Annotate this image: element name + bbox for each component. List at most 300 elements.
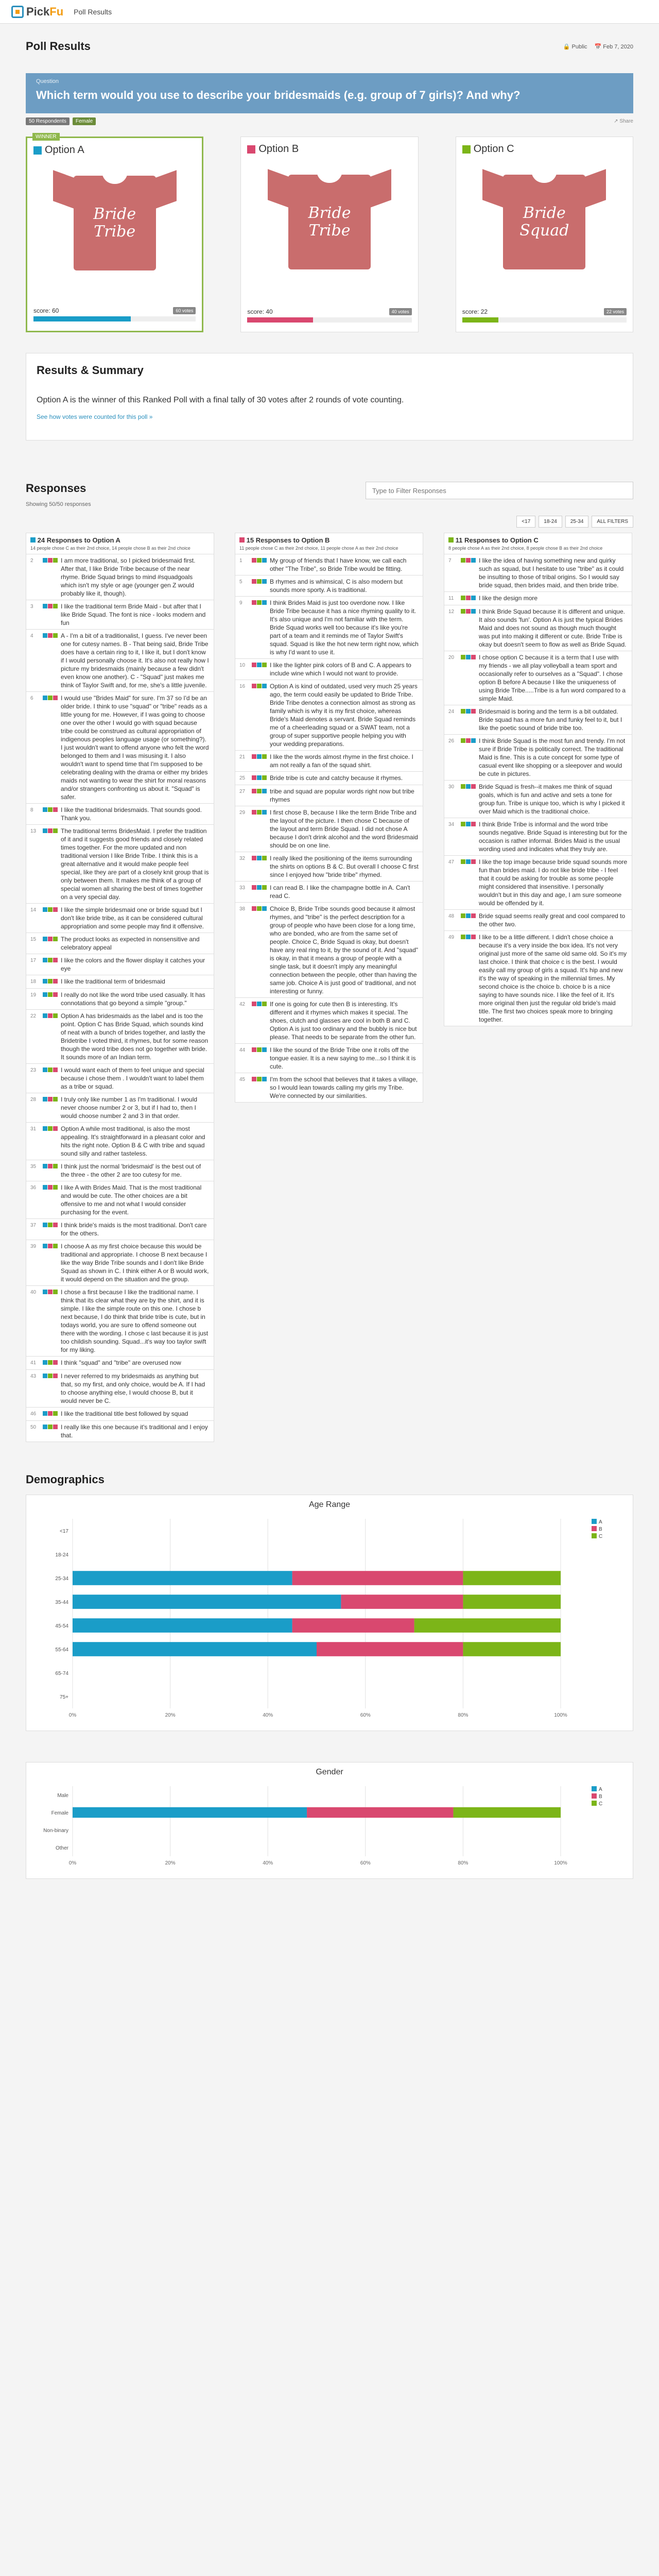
response-text: I chose a first because I like the traditional name. I think that its clear what they are by the shirt, and it is simple. I like the simple route on this one. I chose b next because, I do think that bride tribe is cute, but in todays world, you are sure to offend someone out there with the wording. I chose c last because it is just too childish sounding. Squad...it's way too taylor swift for my liking. [61, 1289, 209, 1353]
rank-dot [48, 1290, 53, 1294]
response-text: Choice B, Bride Tribe sounds good because it almost rhymes, and "tribe" is the perfect description for a group of people who have been close for a long time, who are bonded, who are from the same set of people. Choice C, Bride Squad is okay, but doesn't have any real ring to it, by the sound of it. And "squad" is okay, in that it means a group of people with a single task, but it doesn't imply any meaningful connection between the people, other than having the same job. Choice A is just good ol' traditional, and not interesting or funny. [270, 905, 419, 995]
rank-dot [461, 709, 465, 714]
female-tag: Female [73, 117, 96, 125]
bar-segment-c[interactable] [453, 1807, 561, 1818]
rank-dot [53, 1411, 58, 1416]
rank-dot [43, 958, 47, 962]
x-tick-label: 20% [165, 1713, 176, 1718]
response-item [26, 692, 214, 804]
rank-dot [48, 604, 53, 608]
response-number: 32 [239, 856, 246, 861]
response-number: 21 [239, 754, 246, 760]
response-item [26, 1160, 214, 1181]
nav-title[interactable]: Poll Results [74, 7, 112, 16]
visibility-label: 🔒 Public [563, 43, 587, 50]
response-item [235, 1073, 423, 1103]
response-text: B rhymes and is whimsical, C is also modern but sounds more sporty. A is traditional. [270, 578, 403, 594]
response-text: I like the simple bridesmaid one or bride squad but I don't like bride tribe, as it can be considered cultural appropriation and some people may find it offensive. [61, 906, 204, 930]
rank-dot [461, 596, 465, 600]
logo-icon [11, 6, 24, 18]
response-number: 48 [448, 913, 455, 919]
response-item [26, 1357, 214, 1370]
gender-chart-card [26, 1762, 633, 1879]
ranking-dots [461, 594, 476, 603]
rank-dot [262, 789, 267, 793]
response-item [235, 785, 423, 806]
rank-dot [471, 784, 476, 789]
shirt-print-text: Bride Tribe [93, 205, 136, 241]
column-subtitle: 11 people chose C as their 2nd choice, 11 people chose A as their 2nd choice [239, 546, 398, 551]
question-box [26, 73, 633, 113]
rank-dot [461, 859, 465, 864]
rank-dot [43, 807, 47, 812]
response-item [26, 1010, 214, 1064]
rank-dot [466, 913, 471, 918]
response-text: I think Bride Squad is the most fun and trendy. I'm not sure if Bride Tribe is politically correct. The traditional Maid is fine. This is a cute concept for some type of casual event like shopping or a sleepover and would be cute in pictures. [479, 737, 626, 777]
y-category-label: 35-44 [55, 1600, 68, 1605]
option-label: Option B [258, 143, 299, 155]
response-text: I choose A as my first choice because this would be traditional and appropriate. I choose B next because I like the way Bride Tribe sounds and I don't like Bride Squad as shown in C. I think either A or B would work, it would depend on the situation and the group. [61, 1243, 209, 1283]
option-score: score: 40 [247, 308, 273, 315]
rank-dot [43, 979, 47, 984]
legend-swatch [592, 1526, 597, 1531]
response-text: I think bride's maids is the most traditional. Don't care for the others. [61, 1222, 207, 1237]
option-card-b[interactable] [240, 137, 418, 332]
legend-label: B [599, 1527, 602, 1532]
response-item [444, 781, 632, 818]
ranking-dots [461, 820, 476, 853]
response-number: 18 [30, 979, 37, 985]
response-number: 34 [448, 822, 455, 827]
rank-dot [53, 604, 58, 608]
rank-dot [48, 992, 53, 997]
response-item [26, 554, 214, 600]
response-item [26, 904, 214, 933]
response-item [26, 1123, 214, 1160]
rank-dot [471, 596, 476, 600]
option-color-swatch [33, 146, 42, 155]
rank-dot [43, 696, 47, 700]
rank-dot [262, 579, 267, 584]
rank-dot [53, 937, 58, 941]
score-bar [247, 317, 411, 323]
response-item [26, 600, 214, 630]
ranking-dots [43, 1410, 58, 1418]
response-text: I like the idea of having something new and quirky such as squad, but I hesitate to use "tribe" as it could be insulting to those of tribal origins. So I would say bride squad, then brides maid, and then bride tribe. [479, 557, 624, 589]
rank-dot [43, 1360, 47, 1365]
rank-dot [262, 906, 267, 911]
y-category-label: 75+ [60, 1694, 68, 1700]
response-item [235, 680, 423, 751]
bar-segment-c[interactable] [463, 1642, 561, 1656]
response-item [444, 735, 632, 781]
x-tick-label: 60% [360, 1713, 371, 1718]
response-number: 23 [30, 1067, 37, 1073]
rank-dot [262, 600, 267, 605]
response-number: 40 [30, 1290, 37, 1295]
ranking-dots [252, 753, 267, 769]
rank-dot [48, 1374, 53, 1378]
rank-dot [257, 579, 262, 584]
rank-dot [43, 992, 47, 997]
response-item [235, 998, 423, 1044]
response-number: 12 [448, 609, 455, 615]
filter-chip[interactable]: <17 [516, 516, 535, 528]
ranking-dots [461, 556, 476, 589]
response-number: 39 [30, 1244, 37, 1249]
response-text: I like the sound of the Bride Tribe one it rolls off the tongue easier. It is a new saying to me...so I think it is cute. [270, 1046, 416, 1070]
responses-title: Responses [26, 482, 86, 495]
pickfu-logo[interactable] [11, 5, 63, 19]
rank-dot [262, 810, 267, 815]
response-item [235, 751, 423, 772]
rank-dot [257, 885, 262, 890]
response-number: 45 [239, 1077, 246, 1082]
rank-dot [466, 596, 471, 600]
rank-dot [257, 810, 262, 815]
rank-dot [53, 992, 58, 997]
rank-dot [53, 1126, 58, 1131]
response-item [26, 975, 214, 989]
response-item [235, 852, 423, 882]
ranking-dots [43, 935, 58, 952]
rank-dot [53, 1067, 58, 1072]
ranking-dots [252, 808, 267, 850]
response-number: 25 [239, 775, 246, 781]
column-header: 15 Responses to Option B 11 people chose C as their 2nd choice, 11 people chose A as their 2nd choice [235, 533, 423, 554]
respondents-tag: 50 Respondents [26, 117, 70, 125]
filter-chips [26, 516, 633, 528]
response-text: Bridesmaid is boring and the term is a bit outdated. Bride squad has a more fun and funky feel to it, but I like the poetic sound of bride tribe too. [479, 708, 622, 732]
bar-segment-a[interactable] [73, 1618, 292, 1633]
response-number: 20 [448, 655, 455, 660]
response-number: 19 [30, 992, 37, 998]
response-number: 37 [30, 1223, 37, 1228]
rank-dot [53, 1360, 58, 1365]
ranking-dots [43, 956, 58, 973]
response-number: 43 [30, 1374, 37, 1379]
bar-segment-b[interactable] [307, 1807, 453, 1818]
rank-dot [48, 1360, 53, 1365]
response-number: 27 [239, 789, 246, 794]
rank-dot [252, 579, 256, 584]
tshirt-image[interactable] [53, 164, 177, 270]
main-content [26, 24, 633, 1879]
rank-dot [257, 856, 262, 860]
rank-dot [257, 906, 262, 911]
response-text: I like the traditional term of bridesmaid [61, 978, 165, 985]
share-button[interactable]: ↗ Share [614, 118, 633, 124]
response-text: The product looks as expected in nonsensitive and celebratory appeal [61, 936, 200, 951]
ranking-dots [43, 602, 58, 627]
column-subtitle: 8 people chose A as their 2nd choice, 8 people chose B as their 2nd choice [448, 546, 603, 551]
bar-segment-c[interactable] [463, 1571, 561, 1585]
rank-dot [471, 709, 476, 714]
rank-dot [252, 1077, 256, 1081]
question-label: Question [36, 78, 59, 84]
rank-dot [461, 738, 465, 743]
response-number: 5 [239, 579, 242, 585]
bar-segment-a[interactable] [73, 1571, 292, 1585]
ranking-dots [43, 1242, 58, 1283]
response-text: I am more traditional, so I picked bridesmaid first. After that, I like Bride Tribe because of the near rhyme. Bride Squad brings to mind #squadgoals which isn't my style or age (younger gen Z would probably like it, though). [61, 557, 196, 597]
response-item [444, 818, 632, 856]
ranking-dots [252, 578, 267, 594]
response-number: 38 [239, 906, 246, 912]
rank-dot [466, 822, 471, 826]
rank-dot [252, 684, 256, 688]
rank-dot [43, 1185, 47, 1190]
response-text: I think just the normal 'bridesmaid' is the best out of the three - the other 2 are too cutesy for me. [61, 1163, 201, 1178]
x-tick-label: 100% [554, 1860, 567, 1866]
response-number: 1 [239, 558, 242, 564]
ranking-dots [252, 787, 267, 804]
ranking-dots [43, 991, 58, 1007]
response-item [26, 630, 214, 692]
response-text: If one is going for cute then B is interesting. It's different and it rhymes which makes it special. The shoes, clutch and glasses are cool in both B and C. Option A is just too ordinary and the bubbly is nice but please. That needs to be separate from the other fun. [270, 1001, 417, 1041]
response-item [26, 1181, 214, 1219]
legend-swatch [592, 1786, 597, 1791]
x-tick-label: 100% [554, 1713, 567, 1718]
tshirt-image[interactable] [482, 163, 606, 269]
rank-dot [53, 1244, 58, 1248]
date-label: 📅 Feb 7, 2020 [594, 43, 633, 50]
rank-dot [471, 822, 476, 826]
rank-dot [262, 558, 267, 563]
rank-dot [43, 1013, 47, 1018]
response-item [26, 1064, 214, 1093]
bar-segment-b[interactable] [341, 1595, 463, 1609]
column-color-swatch [239, 537, 245, 543]
response-number: 3 [30, 604, 33, 609]
response-text: I think Bride Squad because it is different and unique. It also sounds 'fun'. Option A is just the typical Brides Maid and does not sound as though much thought was put into making it different or cute. Bride Tribe is okay but doesn't seem to flow as well as Bride Squad. [479, 608, 627, 648]
response-text: I first chose B, because I like the term Bride Tribe and the layout of the picture. I then chose C because of the layout and term Bride Squad. I did not chose A because I don't drink alcohol and the word Bridesmaid should be on one line. [270, 809, 418, 849]
bar-segment-b[interactable] [292, 1618, 414, 1633]
rank-dot [53, 807, 58, 812]
rank-dot [48, 558, 53, 563]
response-item [26, 933, 214, 954]
rank-dot [466, 935, 471, 939]
response-number: 16 [239, 684, 246, 689]
response-text: I like the lighter pink colors of B and C. A appears to include wine which I would not want to provide. [270, 662, 411, 677]
bar-segment-c[interactable] [463, 1595, 561, 1609]
rank-dot [43, 1374, 47, 1378]
rank-dot [471, 738, 476, 743]
response-text: I really liked the positioning of the items surrounding the shirts on options B & C. But overall I choose C first since I enjoyed how "bride tribe" rhymed. [270, 855, 419, 878]
rank-dot [257, 684, 262, 688]
legend-swatch [592, 1533, 597, 1538]
response-text: Bride Squad is fresh--it makes me think of squad goals, which is fun and active and sets a tone for group fun. Tribe is unique too, which is why I picked it over Maid which is the traditional choice. [479, 783, 625, 815]
response-text: I really do not like the word tribe used casually. It has connotations that go beyond a simple "group." [61, 991, 205, 1007]
rank-dot [43, 1067, 47, 1072]
ranking-dots [461, 783, 476, 816]
rank-dot [262, 684, 267, 688]
rank-dot [43, 1425, 47, 1429]
legend-swatch [592, 1801, 597, 1806]
option-label: Option A [45, 144, 84, 156]
filter-chip[interactable]: 25-34 [565, 516, 589, 528]
x-tick-label: 60% [360, 1860, 371, 1866]
age-chart-card [26, 1495, 633, 1731]
y-category-label: Male [57, 1793, 68, 1799]
ranking-dots [43, 1012, 58, 1061]
rank-dot [48, 1126, 53, 1131]
response-item [26, 1219, 214, 1240]
response-text: I truly only like number 1 as I'm traditional. I would never choose number 2 or 3, but if I had to, then I would choose number 2 and 3 in that order. [61, 1096, 198, 1120]
rank-dot [48, 696, 53, 700]
rank-dot [53, 958, 58, 962]
rank-dot [48, 1425, 53, 1429]
response-number: 10 [239, 663, 246, 668]
response-item [444, 856, 632, 910]
response-number: 24 [448, 709, 455, 715]
ranking-dots [461, 858, 476, 907]
rank-dot [48, 1223, 53, 1227]
rank-dot [461, 655, 465, 659]
response-text: I like the colors and the flower display it catches your eye [61, 957, 205, 972]
shirt-print-text: Bride Squad [519, 204, 569, 240]
rank-dot [252, 789, 256, 793]
ranking-dots [252, 1046, 267, 1071]
tshirt-image[interactable] [268, 163, 391, 269]
rank-dot [48, 1013, 53, 1018]
response-number: 47 [448, 859, 455, 865]
rank-dot [53, 1425, 58, 1429]
response-text: Option A is kind of outdated, used very much 25 years ago, the term could easily be updated to Bride Tribe. Bride Tribe denotes a connection almost as strong as family which is why it is my first choice, whereas Bride's Maid denotes a servant. Bride Squad reminds me of a cheerleading squad or a SWAT team, not a group of super supportive people helping you with your wedding preparations. [270, 683, 418, 748]
rank-dot [43, 1244, 47, 1248]
rank-dot [48, 1097, 53, 1101]
rank-dot [53, 828, 58, 833]
bar-segment-b[interactable] [317, 1642, 463, 1656]
rank-dot [48, 1067, 53, 1072]
option-card-c[interactable] [456, 137, 633, 332]
response-number: 4 [30, 633, 33, 639]
response-number: 11 [448, 596, 454, 601]
legend-swatch [592, 1793, 597, 1799]
response-column-a [26, 533, 214, 1442]
legend-label: A [599, 1519, 602, 1525]
ranking-dots [43, 556, 58, 598]
rank-dot [466, 709, 471, 714]
rank-dot [53, 1097, 58, 1101]
score-bar-fill [247, 317, 313, 323]
filter-chip[interactable]: ALL FILTERS [592, 516, 633, 528]
shirt-print-text: Bride Tribe [308, 204, 351, 240]
ranking-dots [43, 1095, 58, 1120]
rank-dot [262, 1077, 267, 1081]
rank-dot [48, 958, 53, 962]
rank-dot [43, 1290, 47, 1294]
response-number: 33 [239, 885, 246, 891]
rank-dot [48, 1185, 53, 1190]
vote-count-link[interactable]: See how votes were counted for this poll » [37, 413, 153, 420]
rank-dot [43, 1097, 47, 1101]
response-number: 15 [30, 937, 37, 942]
rank-dot [48, 1164, 53, 1168]
response-text: I can read B. I like the champagne bottle in A. Can't read C. [270, 884, 410, 900]
rank-dot [471, 558, 476, 563]
response-item [235, 903, 423, 998]
bar-segment-a[interactable] [73, 1595, 341, 1609]
rank-dot [48, 1411, 53, 1416]
responses-count: Showing 50/50 responses [26, 501, 91, 507]
filter-input[interactable] [366, 482, 633, 499]
response-text: I like the traditional title best followed by squad [61, 1410, 188, 1417]
rank-dot [252, 558, 256, 563]
filter-chip[interactable]: 18-24 [539, 516, 562, 528]
ranking-dots [43, 827, 58, 901]
rank-dot [471, 859, 476, 864]
y-category-label: 65-74 [55, 1671, 68, 1676]
legend-swatch [592, 1519, 597, 1524]
y-category-label: Non-binary [43, 1828, 68, 1834]
response-number: 49 [448, 935, 455, 940]
bar-segment-b[interactable] [292, 1571, 463, 1585]
response-number: 13 [30, 828, 37, 834]
response-number: 29 [239, 810, 246, 816]
ranking-dots [461, 607, 476, 649]
rank-dot [461, 609, 465, 614]
rank-dot [43, 907, 47, 912]
gender-chart-title: Gender [316, 1768, 343, 1776]
rank-dot [461, 935, 465, 939]
rank-dot [262, 775, 267, 780]
score-bar [462, 317, 627, 323]
response-text: I really like this one because it's traditional and I enjoy that. [61, 1423, 208, 1439]
option-card-a[interactable] [26, 134, 203, 332]
votes-pill: 60 votes [173, 307, 196, 314]
bar-segment-c[interactable] [414, 1618, 561, 1633]
rank-dot [43, 1411, 47, 1416]
response-text: I like the top image because bride squad sounds more fun than brides maid. I do not like bride tribe - I feel that it could be asking for trouble as some people might considered that insensitive. I personally wouldn't but in this day and age, I am sure someone would be offended by it. [479, 858, 628, 907]
rank-dot [252, 754, 256, 759]
response-text: I think Bride Tribe is informal and the word tribe sounds negative. Bride Squad is interesting but for the occasion is rather informal. Brides Maid is the usual wording used and indicates what they truly are. [479, 821, 628, 853]
response-item [444, 705, 632, 735]
rank-dot [466, 558, 471, 563]
column-color-swatch [448, 537, 454, 543]
ranking-dots [461, 912, 476, 928]
rank-dot [471, 913, 476, 918]
response-number: 6 [30, 696, 33, 701]
top-bar [0, 0, 659, 24]
response-item [26, 1093, 214, 1123]
rank-dot [48, 828, 53, 833]
age-chart-title: Age Range [308, 1500, 351, 1509]
response-number: 17 [30, 958, 37, 963]
response-item [235, 806, 423, 852]
bar-segment-a[interactable] [73, 1807, 307, 1818]
response-text: Bride tribe is cute and catchy because it rhymes. [270, 774, 403, 782]
response-item [444, 651, 632, 705]
ranking-dots [43, 694, 58, 801]
response-text: I would use "Brides Maid" for sure. I'm 37 so I'd be an older bride. I think to use "squad" or "tribe" reads as a little young for me. However, if I was going to choose one over the other I would go with squad because tribe could be construed as cultural appropriation of indigenous peoples language usage (or something?). I just wouldn't want to offend anyone who felt the word belonged to them and I was misusing it. I also wouldn't want to spend time that I'm supposed to be celebrating dealing with the drama or either my brides maids not wanting to wear the shirt for moral reasons and/or strangers confronting us about it. "Squad" is safer. [61, 694, 209, 801]
ranking-dots [252, 682, 267, 748]
ranking-dots [252, 1000, 267, 1041]
y-category-label: Other [55, 1845, 68, 1851]
ranking-dots [461, 933, 476, 1024]
score-bar [33, 316, 196, 321]
bar-segment-a[interactable] [73, 1642, 317, 1656]
stacked-bar-chart [31, 1780, 628, 1872]
option-label: Option C [473, 143, 514, 155]
x-tick-label: 0% [68, 1713, 77, 1718]
x-tick-label: 0% [68, 1860, 77, 1866]
ranking-dots [43, 1359, 58, 1367]
rank-dot [53, 979, 58, 984]
rank-dot [257, 663, 262, 667]
rank-dot [53, 696, 58, 700]
rank-dot [252, 1002, 256, 1006]
